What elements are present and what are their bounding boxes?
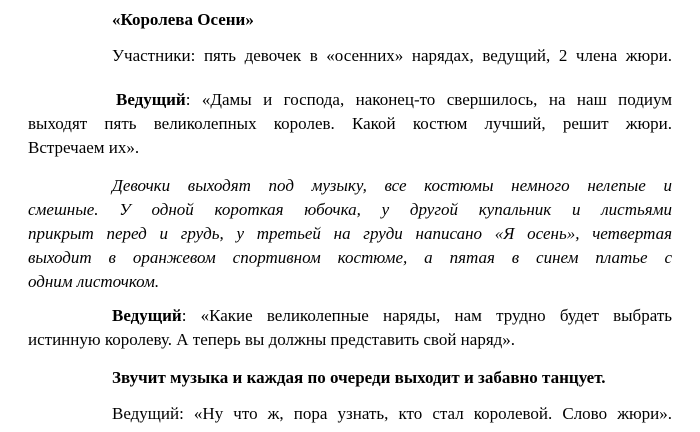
host-speech-1-line-2: выходят пять великолепных королев. Какой костюм лучший, решит жюри.: [28, 114, 672, 133]
host-speech-1-line-1: [116, 90, 672, 110]
host-speech-1-line-3: Встречаем их».: [28, 138, 140, 157]
host-speech-3: Ведущий: «Ну что ж, пора узнать, кто стал королевой. Слово жюри».: [112, 404, 672, 423]
stage-direction-line-4: выходит в оранжевом спортивном костюме, а пятая в синем платье с: [28, 248, 672, 267]
host-speech-2-text: : «Какие великолепные наряды, нам трудно будет выбрать: [181, 306, 672, 325]
document-title: «Королева Осени»: [112, 10, 254, 29]
host-speech-1-text: : «Дамы и господа, наконец-то свершилось, на наш подиум: [185, 90, 672, 109]
stage-direction-line-2: смешные. У одной короткая юбочка, у другой купальник и листьями: [28, 200, 672, 219]
stage-direction-line-5: одним листочком.: [28, 272, 160, 291]
stage-direction-line-1: Девочки выходят под музыку, все костюмы немного нелепые и: [112, 176, 672, 195]
speaker-label: Ведущий: [116, 90, 186, 109]
participants-line: Участники: пять девочек в «осенних» нарядах, ведущий, 2 члена жюри.: [112, 46, 672, 65]
host-speech-2-line-1: [112, 306, 672, 326]
stage-direction-line-3: прикрыт перед и грудь, у третьей на груди написано «Я осень», четвертая: [28, 224, 672, 243]
music-stage-line: Звучит музыка и каждая по очереди выходит и забавно танцует.: [112, 368, 606, 387]
speaker-label: Ведущий: [112, 306, 182, 325]
host-speech-2-line-2: истинную королеву. А теперь вы должны представить свой наряд».: [28, 330, 516, 349]
